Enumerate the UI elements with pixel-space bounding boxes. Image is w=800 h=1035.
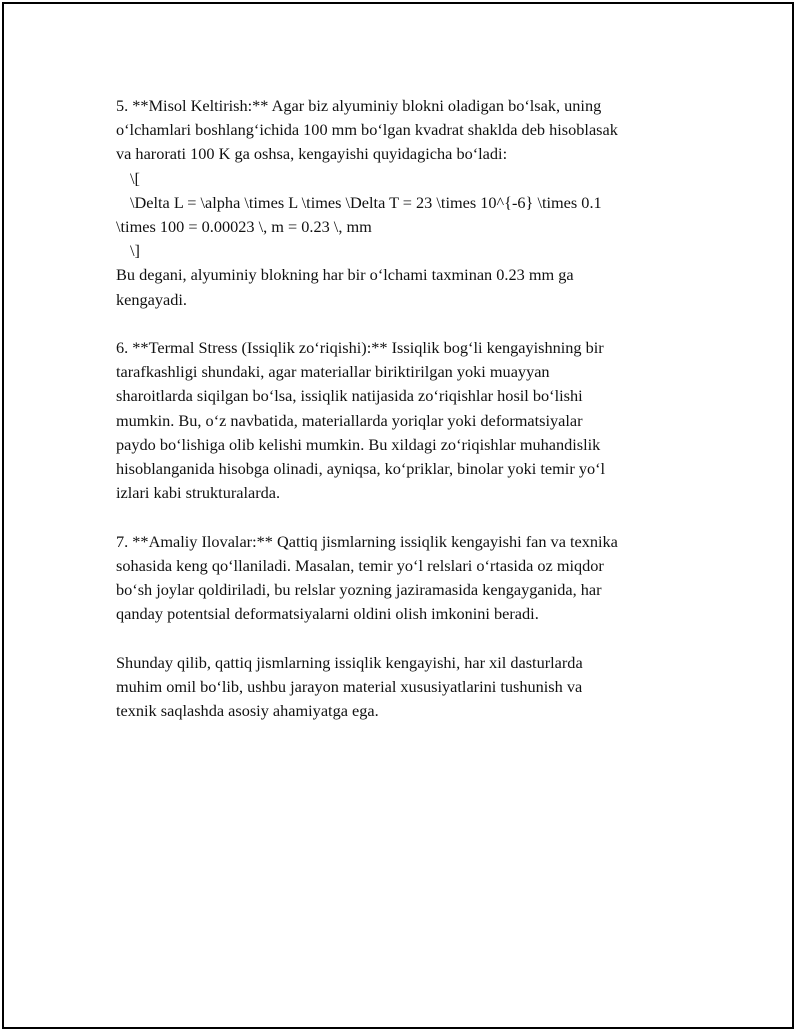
text-line: tarafkashligi shundaki, agar materiallar biriktirilgan yoki muayyan xyxy=(116,362,550,382)
text-line: Shunday qilib, qattiq jismlarning issiqlik kengayishi, har xil dasturlarda xyxy=(116,652,583,672)
formula-close: \] xyxy=(130,241,140,261)
text-line: mumkin. Bu, o‘z navbatida, materiallarda yoriqlar yoki deformatsiyalar xyxy=(116,410,583,430)
text-line: texnik saqlashda asosiy ahamiyatga ega. xyxy=(116,701,379,721)
paragraph-example xyxy=(116,94,696,312)
paragraph-conclusion xyxy=(116,651,696,724)
formula-line: \times 100 = 0.00023 \, m = 0.23 \, mm xyxy=(116,217,372,237)
text-line: qanday potentsial deformatsiyalarni oldini olish imkonini beradi. xyxy=(116,604,539,624)
paragraph-thermal-stress xyxy=(116,336,696,505)
text-line: Bu degani, alyuminiy blokning har bir o‘lchami taxminan 0.23 mm ga xyxy=(116,265,574,285)
text-line: izlari kabi strukturalarda. xyxy=(116,483,281,503)
text-line: sohasida keng qo‘llaniladi. Masalan, temir yo‘l relslari o‘rtasida oz miqdor xyxy=(116,555,604,575)
paragraph-applications xyxy=(116,530,696,627)
text-line: sharoitlarda siqilgan bo‘lsa, issiqlik natijasida zo‘riqishlar hosil bo‘lishi xyxy=(116,386,583,406)
text-line: muhim omil bo‘lib, ushbu jarayon material xususiyatlarini tushunish va xyxy=(116,676,583,696)
text-line: hisoblanganida hisobga olinadi, ayniqsa, ko‘priklar, binolar yoki temir yo‘l xyxy=(116,459,606,479)
text-line: 6. **Termal Stress (Issiqlik zo‘riqishi):** Issiqlik bog‘li kengayishning bir xyxy=(116,338,604,358)
text-line: va harorati 100 K ga oshsa, kengayishi quyidagicha bo‘ladi: xyxy=(116,144,508,164)
text-line: paydo bo‘lishiga olib kelishi mumkin. Bu xildagi zo‘riqishlar muhandislik xyxy=(116,434,601,454)
text-line: bo‘sh joylar qoldiriladi, bu relslar yozning jaziramasida kengayganida, har xyxy=(116,580,602,600)
text-line: 7. **Amaliy Ilovalar:** Qattiq jismlarning issiqlik kengayishi fan va texnika xyxy=(116,531,618,551)
formula-open: \[ xyxy=(130,168,140,188)
document-body xyxy=(116,94,696,747)
text-line: o‘lchamlari boshlang‘ichida 100 mm bo‘lgan kvadrat shaklda deb hisoblasak xyxy=(116,120,618,140)
text-line: 5. **Misol Keltirish:** Agar biz alyuminiy blokni oladigan bo‘lsak, uning xyxy=(116,96,602,115)
text-line: kengayadi. xyxy=(116,289,187,309)
formula-line: \Delta L = \alpha \times L \times \Delta T = 23 \times 10^{-6} \times 0.1 xyxy=(130,192,602,212)
